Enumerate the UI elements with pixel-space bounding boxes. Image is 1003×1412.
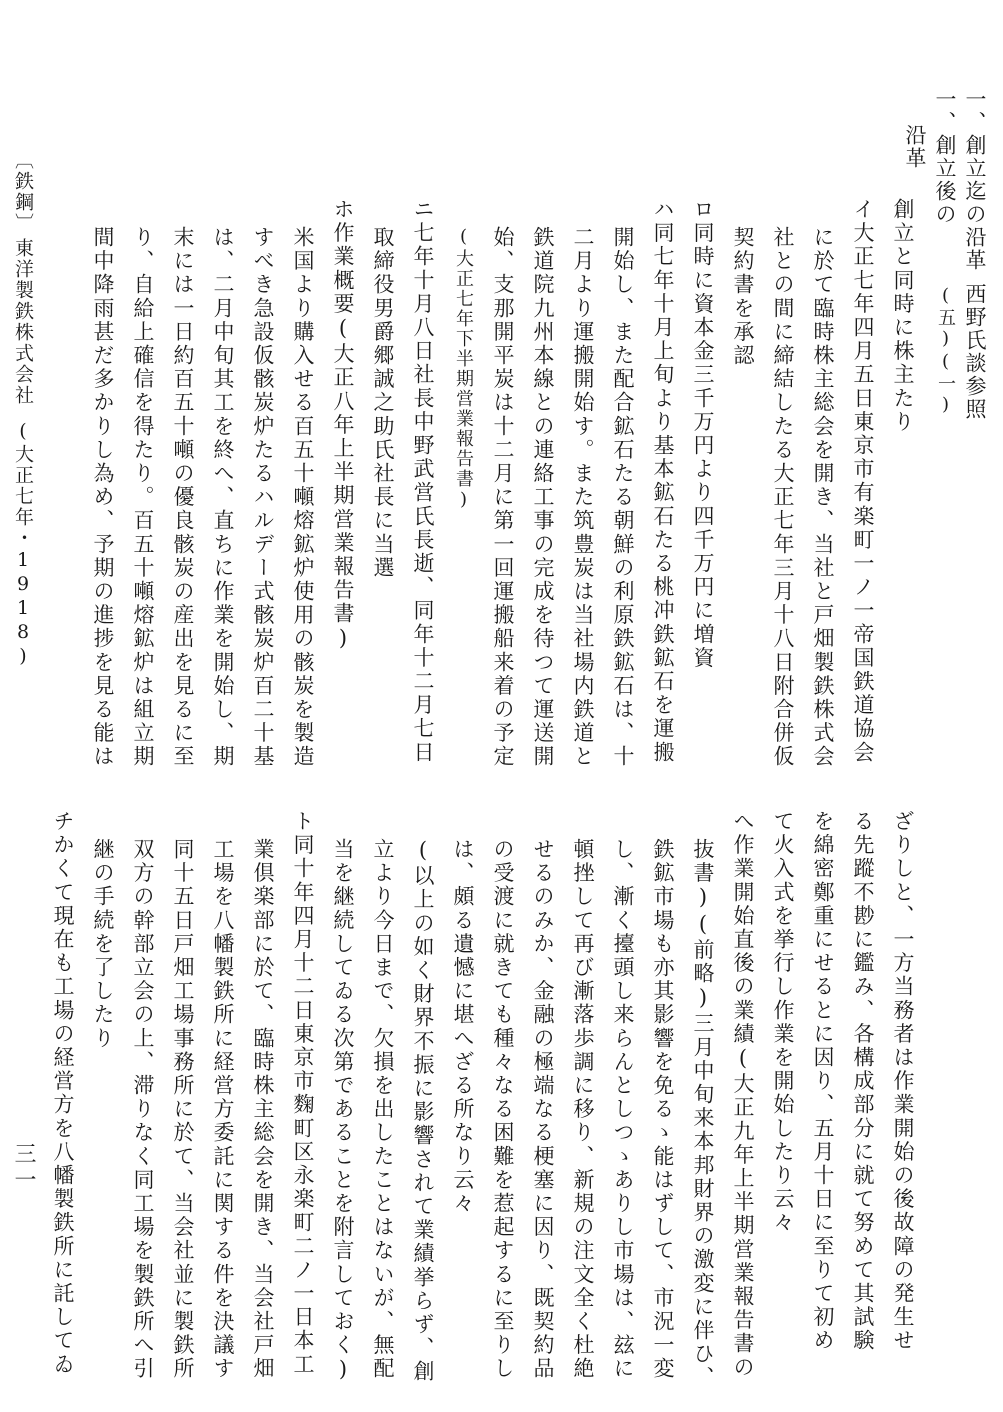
text-line: 継の手続を了したり (91, 838, 115, 1051)
text-line: 始、支那開平炭は十二月に第一回運搬船来着の予定 (491, 226, 515, 769)
text-line: ざりしと、一方当務者は作業開始の後故障の発生せ (891, 810, 915, 1353)
text-line: せるのみか、金融の極端なる梗塞に因り、既契約品 (531, 838, 555, 1381)
running-head-year: (大正七年・1918) (12, 420, 34, 669)
text-line: 鉄道院九州本線との連絡工事の完成を待つて運送開 (531, 226, 555, 769)
text-line: 立より今日まで、欠損を出したことはないが、無配 (371, 838, 395, 1381)
text-line: ホ作業概要(大正八年上半期営業報告書) (331, 198, 355, 653)
text-line: し、漸く擡頭し来らんとしつゝありし市場は、玆に (611, 838, 635, 1381)
running-head-bracket: 〔鉄鋼〕 (12, 150, 34, 234)
text-line: は、頗る遺憾に堪へざる所なり云々 (451, 838, 475, 1216)
text-line: 取締役男爵郷誠之助氏社長に当選 (371, 226, 395, 580)
text-line: ト同十年四月十二日東京市麴町区永楽町二ノ一日本工 (291, 810, 315, 1377)
text-line: 双方の幹部立会の上、滞りなく同工場を製鉄所へ引 (131, 838, 155, 1381)
text-line: 二月より運搬開始す。また筑豊炭は当社場内鉄道と (571, 226, 595, 769)
text-line: て火入式を挙行し作業を開始したり云々 (771, 810, 795, 1235)
text-line: に於て臨時株主総会を開き、当社と戸畑製鉄株式会 (811, 226, 835, 769)
text-line: 間中降雨甚だ多かりし為め、予期の進捗を見る能は (91, 226, 115, 769)
text-line: (以上の如く財界不振に影響されて業績挙らず、創 (411, 838, 435, 1384)
text-line: 創立と同時に株主たり (891, 198, 915, 434)
text-line: へ作業開始直後の業績(大正九年上半期営業報告書の (731, 810, 755, 1380)
heading-history-continued: 沿革 (903, 124, 927, 170)
heading-post-founding: 一、創立後の (933, 88, 957, 226)
text-line: 当を継続してゐる次第であることを附言しておく) (331, 838, 355, 1384)
text-line: 末には一日約百五十噸の優良骸炭の産出を見るに至 (171, 226, 195, 769)
text-line: は、二月中旬其工を終へ、直ちに作業を開始し、期 (211, 226, 235, 769)
text-line: 米国より購入せる百五十噸熔鉱炉使用の骸炭を製造 (291, 226, 315, 769)
text-line: ハ同七年十月上旬より基本鉱石たる桃冲鉄鉱石を運搬 (651, 198, 675, 765)
text-line: 社との間に締結したる大正七年三月十八日附合併仮 (771, 226, 795, 769)
text-line: 開始し、また配合鉱石たる朝鮮の利原鉄鉱石は、十 (611, 226, 635, 769)
text-line: 鉄鉱市場も亦其影響を免るゝ能はずして、市況一変 (651, 838, 675, 1381)
text-line: すべき急設仮骸炭炉たるハルデー式骸炭炉百二十基 (251, 226, 275, 769)
heading-founding-history: 一、創立迄の沿革 (963, 88, 987, 272)
text-line: の受渡に就きても種々なる困難を惹起するに至りし (491, 838, 515, 1381)
text-line: 抜書)(前略)三月中旬来本邦財界の激変に伴ひ、 (691, 838, 715, 1390)
text-line: 頓挫して再び漸落歩調に移り、新規の注文全く杜絶 (571, 838, 595, 1381)
text-line: イ大正七年四月五日東京市有楽町一ノ一帝国鉄道協会 (851, 198, 875, 765)
text-line: チかくて現在も工場の経営方を八幡製鉄所に託してゐ (51, 810, 75, 1377)
text-line: 西野氏談参照 (963, 283, 987, 421)
text-line: る先蹤不尠に鑑み、各構成部分に就て努めて其試験 (851, 810, 875, 1353)
text-line: (五)(一) (935, 285, 956, 417)
text-line: を綿密鄭重にせるとに因り、五月十日に至りて初め (811, 810, 835, 1353)
running-head-company: 東洋製鉄株式会社 (12, 238, 34, 406)
text-line: り、自給上確信を得たり。百五十噸熔鉱炉は組立期 (131, 226, 155, 769)
text-line: ロ同時に資本金三千万円より四千万円に増資 (691, 198, 715, 670)
text-line: 工場を八幡製鉄所に経営方委託に関する件を決議す (211, 838, 235, 1381)
text-line: 契約書を承認 (731, 226, 755, 368)
text-line: ニ七年十月八日社長中野武営氏長逝、同年十二月七日 (411, 198, 435, 765)
text-line: 同十五日戸畑工場事務所に於て、当会社並に製鉄所 (171, 838, 195, 1381)
text-line: (大正七年下半期営業報告書) (453, 226, 474, 512)
text-line: 業倶楽部に於て、臨時株主総会を開き、当会社戸畑 (251, 838, 275, 1381)
page-number: 三一 (11, 1142, 36, 1194)
